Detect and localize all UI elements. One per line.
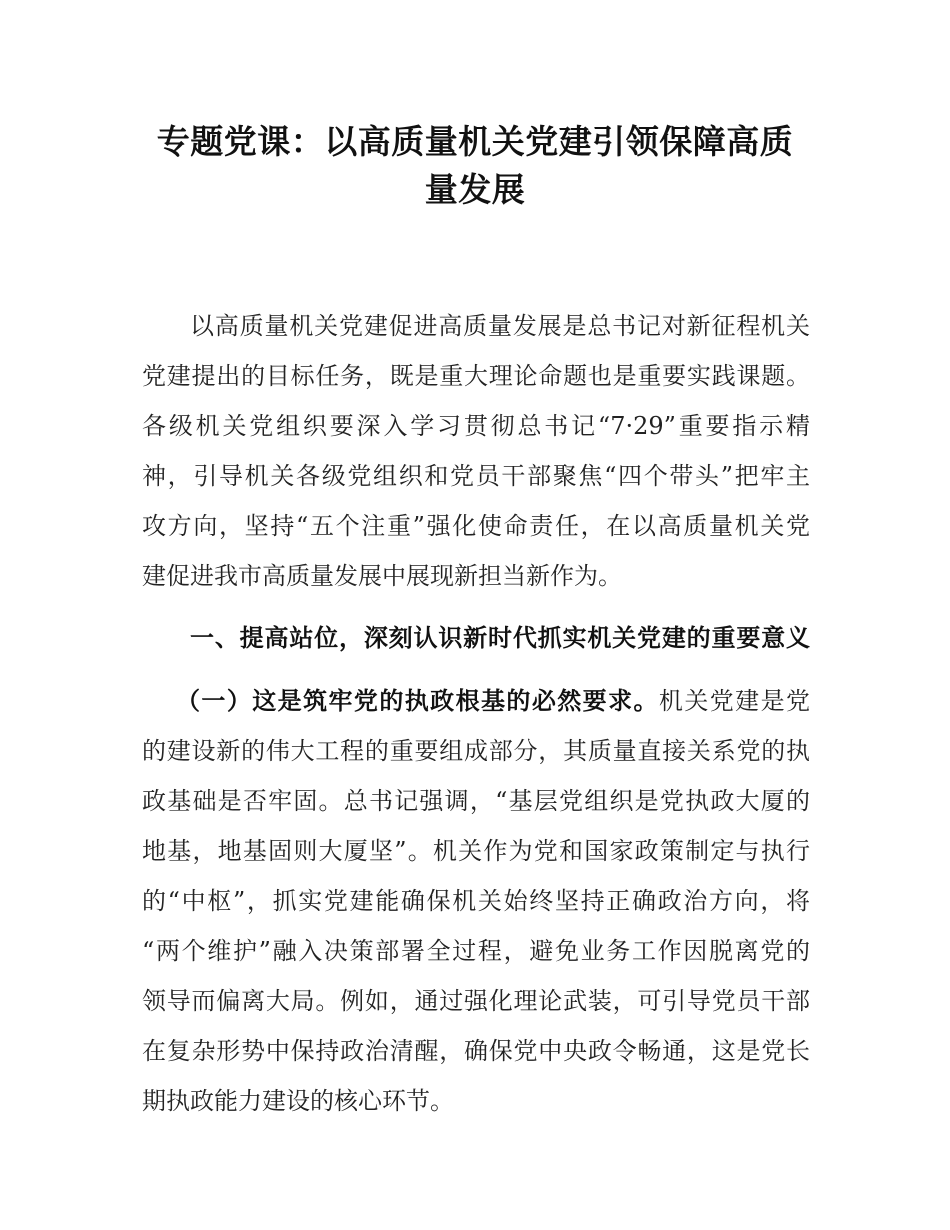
paragraph-line: 神，引导机关各级党组织和党员干部聚焦“四个带头”把牢主	[142, 462, 810, 490]
paragraph-line: 党建提出的目标任务，既是重大理论命题也是重要实践课题。	[142, 362, 810, 390]
paragraph-line: 各级机关党组织要深入学习贯彻总书记“7·29”重要指示精	[142, 412, 810, 440]
paragraph-line: 的建设新的伟大工程的重要组成部分，其质量直接关系党的执	[142, 737, 810, 765]
paragraph-line: 领导而偏离大局。例如，通过强化理论武装，可引导党员干部	[142, 987, 810, 1015]
paragraph-line: 期执政能力建设的核心环节。	[142, 1087, 454, 1115]
section-heading: 一、提高站位，深刻认识新时代抓实机关党建的重要意义	[190, 624, 810, 652]
paragraph-line: “两个维护”融入决策部署全过程，避免业务工作因脱离党的	[142, 937, 810, 965]
paragraph-line-lead	[176, 676, 810, 726]
paragraph-line: 建促进我市高质量发展中展现新担当新作为。	[142, 562, 622, 590]
subsection-lead-bold: （一）这是筑牢党的执政根基的必然要求。	[176, 687, 659, 715]
document-title-line-1: 专题党课：以高质量机关党建引领保障高质	[156, 122, 794, 161]
subsection-lead-rest: 机关党建是党	[658, 687, 811, 715]
paragraph-line: 的“中枢”，抓实党建能确保机关始终坚持正确政治方向，将	[142, 887, 810, 915]
paragraph-line: 攻方向，坚持“五个注重”强化使命责任，在以高质量机关党	[142, 512, 810, 540]
paragraph-line: 地基，地基固则大厦坚”。机关作为党和国家政策制定与执行	[142, 837, 810, 865]
paragraph-line: 以高质量机关党建促进高质量发展是总书记对新征程机关	[190, 312, 810, 340]
paragraph-line: 政基础是否牢固。总书记强调，“基层党组织是党执政大厦的	[142, 787, 810, 815]
document-title-line-2: 量发展	[424, 170, 526, 209]
paragraph-line: 在复杂形势中保持政治清醒，确保党中央政令畅通，这是党长	[142, 1037, 810, 1065]
